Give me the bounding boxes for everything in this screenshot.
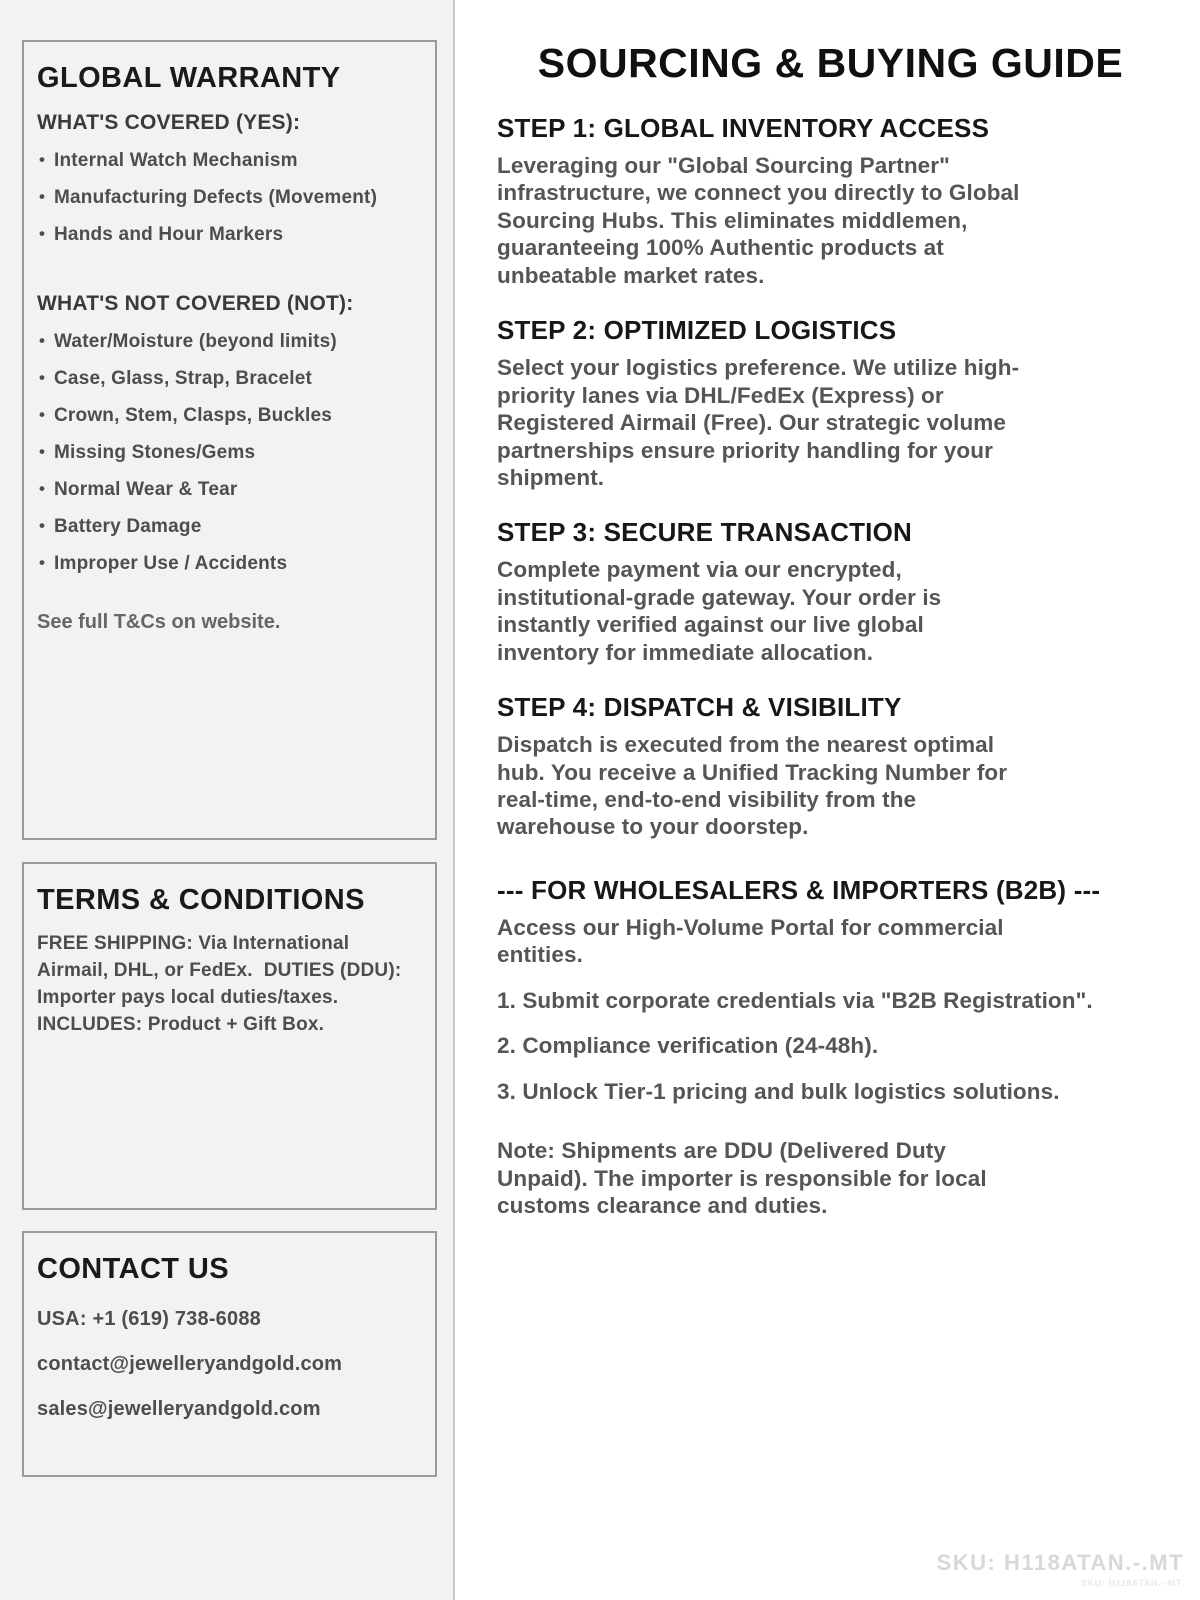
terms-panel xyxy=(22,862,437,1210)
step-3-heading: STEP 3: SECURE TRANSACTION xyxy=(497,517,912,548)
tandc-footnote: See full T&Cs on website. xyxy=(37,611,281,633)
b2b-item-1: 1. Submit corporate credentials via "B2B Registration". xyxy=(497,987,1093,1013)
step-1-heading: STEP 1: GLOBAL INVENTORY ACCESS xyxy=(497,113,990,143)
b2b-heading: --- FOR WHOLESALERS & IMPORTERS (B2B) --- xyxy=(497,874,1101,905)
list-item: • Improper Use / Accidents xyxy=(37,553,421,575)
ddu-note: Note: Shipments are DDU (Delivered Duty Unpaid). The importer is responsible for local customs clearance and duties. xyxy=(497,1138,987,1218)
step-4-body: Dispatch is executed from the nearest optimal hub. You receive a Unified Tracking Number for real-time, end-to-end visibility from the warehouse to your doorstep. xyxy=(497,732,1008,840)
list-item: • Battery Damage xyxy=(37,516,421,538)
contact-phone: USA: +1 (619) 738-6088 xyxy=(37,1308,261,1330)
terms-body: FREE SHIPPING: Via International Airmail, DHL, or FedEx. DUTIES (DDU): Importer pays local duties/taxes. INCLUDES: Product + Gift Box. xyxy=(37,933,407,1035)
list-item: • Crown, Stem, Clasps, Buckles xyxy=(37,405,421,427)
not-covered-list xyxy=(37,331,421,575)
contact-title: CONTACT US xyxy=(37,1253,229,1285)
not-covered-heading: WHAT'S NOT COVERED (NOT): xyxy=(37,292,354,315)
list-item: • Manufacturing Defects (Movement) xyxy=(37,187,421,209)
list-item: • Water/Moisture (beyond limits) xyxy=(37,331,421,353)
page-title: SOURCING & BUYING GUIDE xyxy=(537,40,1124,86)
sku-label: SKU: H118ATAN.-.MT xyxy=(936,1550,1184,1575)
step-4-heading: STEP 4: DISPATCH & VISIBILITY xyxy=(497,692,902,723)
terms-title: TERMS & CONDITIONS xyxy=(37,884,365,916)
contact-panel xyxy=(22,1231,437,1477)
step-section-1 xyxy=(497,113,1164,289)
sidebar xyxy=(0,0,455,1600)
step-section-3 xyxy=(497,517,1164,666)
covered-list xyxy=(37,150,421,246)
covered-heading: WHAT'S COVERED (YES): xyxy=(37,111,301,134)
b2b-item-2: 2. Compliance verification (24-48h). xyxy=(497,1033,879,1059)
list-item: • Internal Watch Mechanism xyxy=(37,150,421,172)
sales-email: sales@jewelleryandgold.com xyxy=(37,1398,321,1420)
sku-small-label: SKU: H118ATAN.-.MT xyxy=(1081,1578,1182,1588)
step-1-body: Leveraging our "Global Sourcing Partner" infrastructure, we connect you directly to Global Sourcing Hubs. This eliminates middlemen, guaranteeing 100% Authentic products at unbeatable market rates. xyxy=(497,153,1020,288)
step-2-heading: STEP 2: OPTIMIZED LOGISTICS xyxy=(497,315,897,346)
b2b-intro: Access our High-Volume Portal for commercial entities. xyxy=(497,914,1004,968)
list-item: • Normal Wear & Tear xyxy=(37,479,421,501)
b2b-item-3: 3. Unlock Tier-1 pricing and bulk logistics solutions. xyxy=(497,1078,1060,1104)
step-3-body: Complete payment via our encrypted, institutional-grade gateway. Your order is instantly verified against our live global inventory for immediate allocation. xyxy=(497,557,942,665)
step-section-2 xyxy=(497,315,1164,491)
step-2-body: Select your logistics preference. We utilize high-priority lanes via DHL/FedEx (Express) or Registered Airmail (Free). Our strategic volume partnerships ensure priority handling for your shipment. xyxy=(497,355,1020,490)
step-section-4 xyxy=(497,692,1164,841)
main-content xyxy=(457,0,1200,1600)
warranty-panel xyxy=(22,40,437,840)
list-item: • Missing Stones/Gems xyxy=(37,442,421,464)
list-item: • Case, Glass, Strap, Bracelet xyxy=(37,368,421,390)
list-item: • Hands and Hour Markers xyxy=(37,224,421,246)
warranty-title: GLOBAL WARRANTY xyxy=(37,62,341,94)
b2b-section xyxy=(497,875,1164,1220)
contact-email: contact@jewelleryandgold.com xyxy=(37,1353,343,1375)
